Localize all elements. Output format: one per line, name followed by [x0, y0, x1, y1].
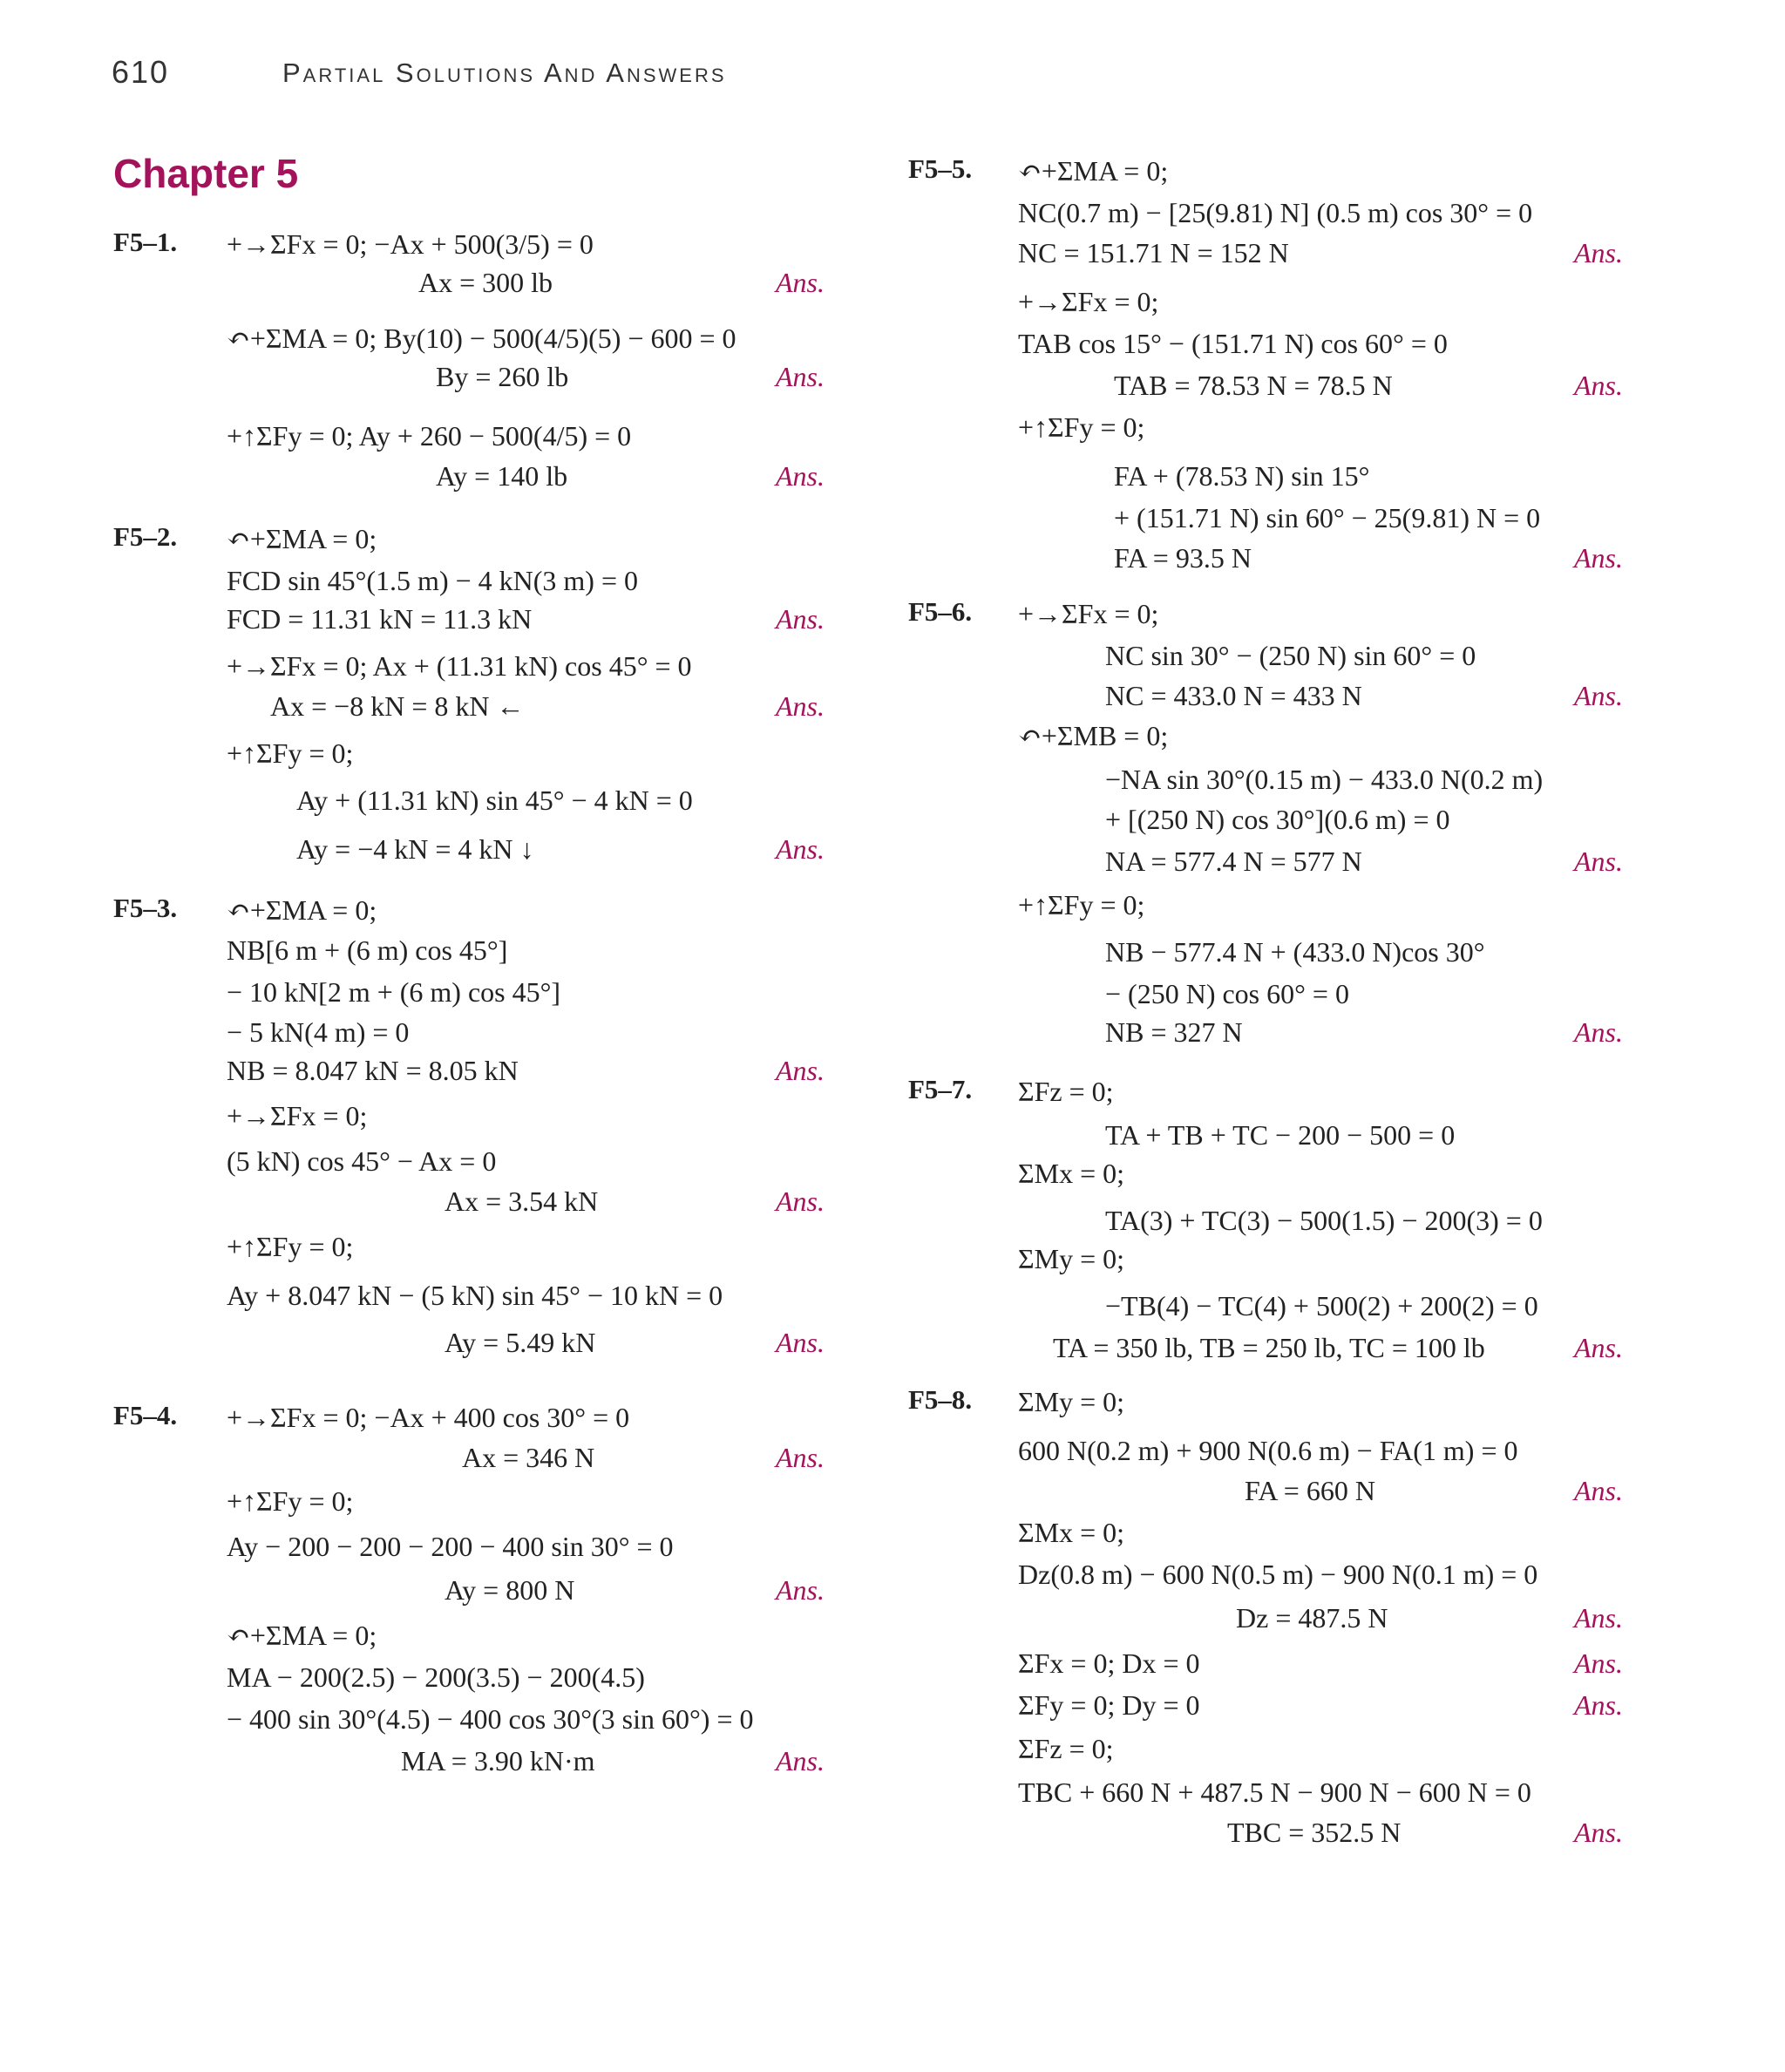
answer-marker: Ans.	[776, 1442, 825, 1473]
equation-line: NB = 327 N	[1105, 1016, 1243, 1048]
equation-line: − 10 kN[2 m + (6 m) cos 45°]	[227, 976, 561, 1008]
equation-line: +→ΣFx = 0; −Ax + 500(3/5) = 0	[227, 228, 594, 260]
equation-line: Ay = 800 N	[445, 1574, 575, 1606]
equation-line: NC = 433.0 N = 433 N	[1105, 680, 1362, 711]
equation-line: FA + (78.53 N) sin 15°	[1114, 460, 1370, 492]
equation-line: ΣFy = 0; Dy = 0	[1018, 1689, 1200, 1721]
answer-marker: Ans.	[776, 460, 825, 492]
equation-line: FCD sin 45°(1.5 m) − 4 kN(3 m) = 0	[227, 565, 638, 596]
equation-line: Ay + 8.047 kN − (5 kN) sin 45° − 10 kN = 0	[227, 1280, 723, 1311]
equation-line: TBC = 352.5 N	[1227, 1817, 1402, 1848]
equation-line: FA = 660 N	[1245, 1475, 1375, 1506]
equation-line: By = 260 lb	[436, 361, 569, 392]
equation-line: +→ΣFx = 0;	[227, 1100, 368, 1131]
equation-line: Dz(0.8 m) − 600 N(0.5 m) − 900 N(0.1 m) = 0	[1018, 1559, 1538, 1590]
equation-line: +↑ΣFy = 0;	[227, 1485, 354, 1517]
equation-line: FCD = 11.31 kN = 11.3 kN	[227, 603, 533, 635]
answer-marker: Ans.	[776, 1185, 825, 1217]
equation-line: NC = 151.71 N = 152 N	[1018, 237, 1289, 268]
equation-line: TA(3) + TC(3) − 500(1.5) − 200(3) = 0	[1105, 1205, 1543, 1236]
equation-line: ↶+ΣMA = 0;	[227, 894, 377, 926]
equation-line: Dz = 487.5 N	[1236, 1602, 1388, 1634]
answer-marker: Ans.	[1574, 1647, 1623, 1679]
problem-label: F5–5.	[908, 153, 973, 184]
chapter-title: Chapter 5	[113, 151, 299, 196]
equation-line: ↶+ΣMB = 0;	[1018, 720, 1169, 751]
problem-label: F5–1.	[113, 227, 178, 257]
equation-line: 600 N(0.2 m) + 900 N(0.6 m) − FA(1 m) = 0	[1018, 1435, 1518, 1466]
equation-line: MA − 200(2.5) − 200(3.5) − 200(4.5)	[227, 1661, 645, 1693]
equation-line: NB = 8.047 kN = 8.05 kN	[227, 1055, 519, 1086]
equation-line: (5 kN) cos 45° − Ax = 0	[227, 1145, 497, 1177]
equation-line: TA = 350 lb, TB = 250 lb, TC = 100 lb	[1053, 1332, 1485, 1363]
answer-marker: Ans.	[776, 1745, 825, 1776]
equation-line: Ay = 140 lb	[436, 460, 568, 492]
answer-marker: Ans.	[1574, 680, 1623, 711]
equation-line: +→ΣFx = 0;	[1018, 286, 1159, 317]
equation-line: Ay + (11.31 kN) sin 45° − 4 kN = 0	[296, 785, 693, 816]
equation-line: ΣFz = 0;	[1018, 1076, 1114, 1107]
answer-marker: Ans.	[1574, 237, 1623, 268]
equation-line: +→ΣFx = 0; Ax + (11.31 kN) cos 45° = 0	[227, 650, 692, 682]
answer-marker: Ans.	[776, 267, 825, 298]
equation-line: ↶+ΣMA = 0; By(10) − 500(4/5)(5) − 600 = 0	[227, 323, 736, 354]
equation-line: Ay = 5.49 kN	[445, 1327, 596, 1358]
answer-marker: Ans.	[776, 361, 825, 392]
equation-line: NC sin 30° − (250 N) sin 60° = 0	[1105, 640, 1476, 671]
equation-line: +→ΣFx = 0; −Ax + 400 cos 30° = 0	[227, 1402, 630, 1433]
answer-marker: Ans.	[1574, 1475, 1623, 1506]
equation-line: ↶+ΣMA = 0;	[227, 523, 377, 554]
equation-line: ΣMy = 0;	[1018, 1243, 1125, 1274]
answer-marker: Ans.	[1574, 846, 1623, 877]
equation-line: ΣMx = 0;	[1018, 1158, 1125, 1189]
answer-marker: Ans.	[1574, 542, 1623, 574]
problem-label: F5–6.	[908, 596, 973, 627]
page-number: 610	[112, 54, 170, 90]
equation-line: NC(0.7 m) − [25(9.81) N] (0.5 m) cos 30° = 0	[1018, 197, 1533, 228]
equation-line: NB[6 m + (6 m) cos 45°]	[227, 934, 508, 966]
problem-label: F5–4.	[113, 1400, 178, 1430]
equation-line: + (151.71 N) sin 60° − 25(9.81) N = 0	[1114, 502, 1541, 533]
equation-line: ↶+ΣMA = 0;	[227, 1620, 377, 1651]
answer-marker: Ans.	[776, 690, 825, 722]
equation-line: ΣMy = 0;	[1018, 1386, 1125, 1417]
answer-marker: Ans.	[1574, 1689, 1623, 1721]
equation-line: −TB(4) − TC(4) + 500(2) + 200(2) = 0	[1105, 1290, 1538, 1321]
equation-line: +↑ΣFy = 0;	[227, 1231, 354, 1262]
equation-line: + [(250 N) cos 30°](0.6 m) = 0	[1105, 804, 1450, 835]
answer-marker: Ans.	[1574, 1817, 1623, 1848]
equation-line: ΣFz = 0;	[1018, 1733, 1114, 1764]
equation-line: − 400 sin 30°(4.5) − 400 cos 30°(3 sin 60°) = 0	[227, 1703, 754, 1735]
equation-line: +↑ΣFy = 0; Ay + 260 − 500(4/5) = 0	[227, 420, 632, 452]
equation-line: +↑ΣFy = 0;	[227, 737, 354, 769]
answer-marker: Ans.	[776, 603, 825, 635]
equation-line: ΣMx = 0;	[1018, 1517, 1125, 1548]
problem-label: F5–8.	[908, 1384, 973, 1415]
equation-line: TBC + 660 N + 487.5 N − 900 N − 600 N = 0	[1018, 1776, 1531, 1808]
equation-line: +↑ΣFy = 0;	[1018, 889, 1145, 921]
answer-marker: Ans.	[1574, 370, 1623, 401]
equation-line: − (250 N) cos 60° = 0	[1105, 978, 1349, 1009]
answer-marker: Ans.	[776, 833, 825, 865]
answer-marker: Ans.	[776, 1327, 825, 1358]
equation-line: Ay = −4 kN = 4 kN ↓	[296, 833, 534, 865]
equation-line: FA = 93.5 N	[1114, 542, 1252, 574]
answer-marker: Ans.	[776, 1574, 825, 1606]
equation-line: MA = 3.90 kN·m	[401, 1745, 595, 1776]
equation-line: ΣFx = 0; Dx = 0	[1018, 1647, 1200, 1679]
answer-marker: Ans.	[776, 1055, 825, 1086]
equation-line: TA + TB + TC − 200 − 500 = 0	[1105, 1119, 1456, 1151]
equation-line: TAB cos 15° − (151.71 N) cos 60° = 0	[1018, 328, 1448, 359]
equation-line: Ax = −8 kN = 8 kN ←	[270, 690, 525, 722]
equation-line: Ax = 346 N	[462, 1442, 595, 1473]
answer-marker: Ans.	[1574, 1332, 1623, 1363]
running-head: Partial Solutions And Answers	[282, 58, 727, 88]
equation-line: Ay − 200 − 200 − 200 − 400 sin 30° = 0	[227, 1531, 674, 1562]
answer-marker: Ans.	[1574, 1602, 1623, 1634]
equation-line: NB − 577.4 N + (433.0 N)cos 30°	[1105, 936, 1485, 968]
equation-line: −NA sin 30°(0.15 m) − 433.0 N(0.2 m)	[1105, 764, 1544, 795]
problem-label: F5–3.	[113, 893, 178, 923]
answer-marker: Ans.	[1574, 1016, 1623, 1048]
equation-line: − 5 kN(4 m) = 0	[227, 1016, 410, 1048]
equation-line: +↑ΣFy = 0;	[1018, 411, 1145, 443]
equation-line: NA = 577.4 N = 577 N	[1105, 846, 1362, 877]
equation-line: ↶+ΣMA = 0;	[1018, 155, 1169, 187]
problem-label: F5–2.	[113, 521, 178, 552]
equation-line: TAB = 78.53 N = 78.5 N	[1114, 370, 1393, 401]
problem-label: F5–7.	[908, 1074, 973, 1104]
equation-line: +→ΣFx = 0;	[1018, 598, 1159, 629]
equation-line: Ax = 3.54 kN	[445, 1185, 599, 1217]
equation-line: Ax = 300 lb	[418, 267, 553, 298]
